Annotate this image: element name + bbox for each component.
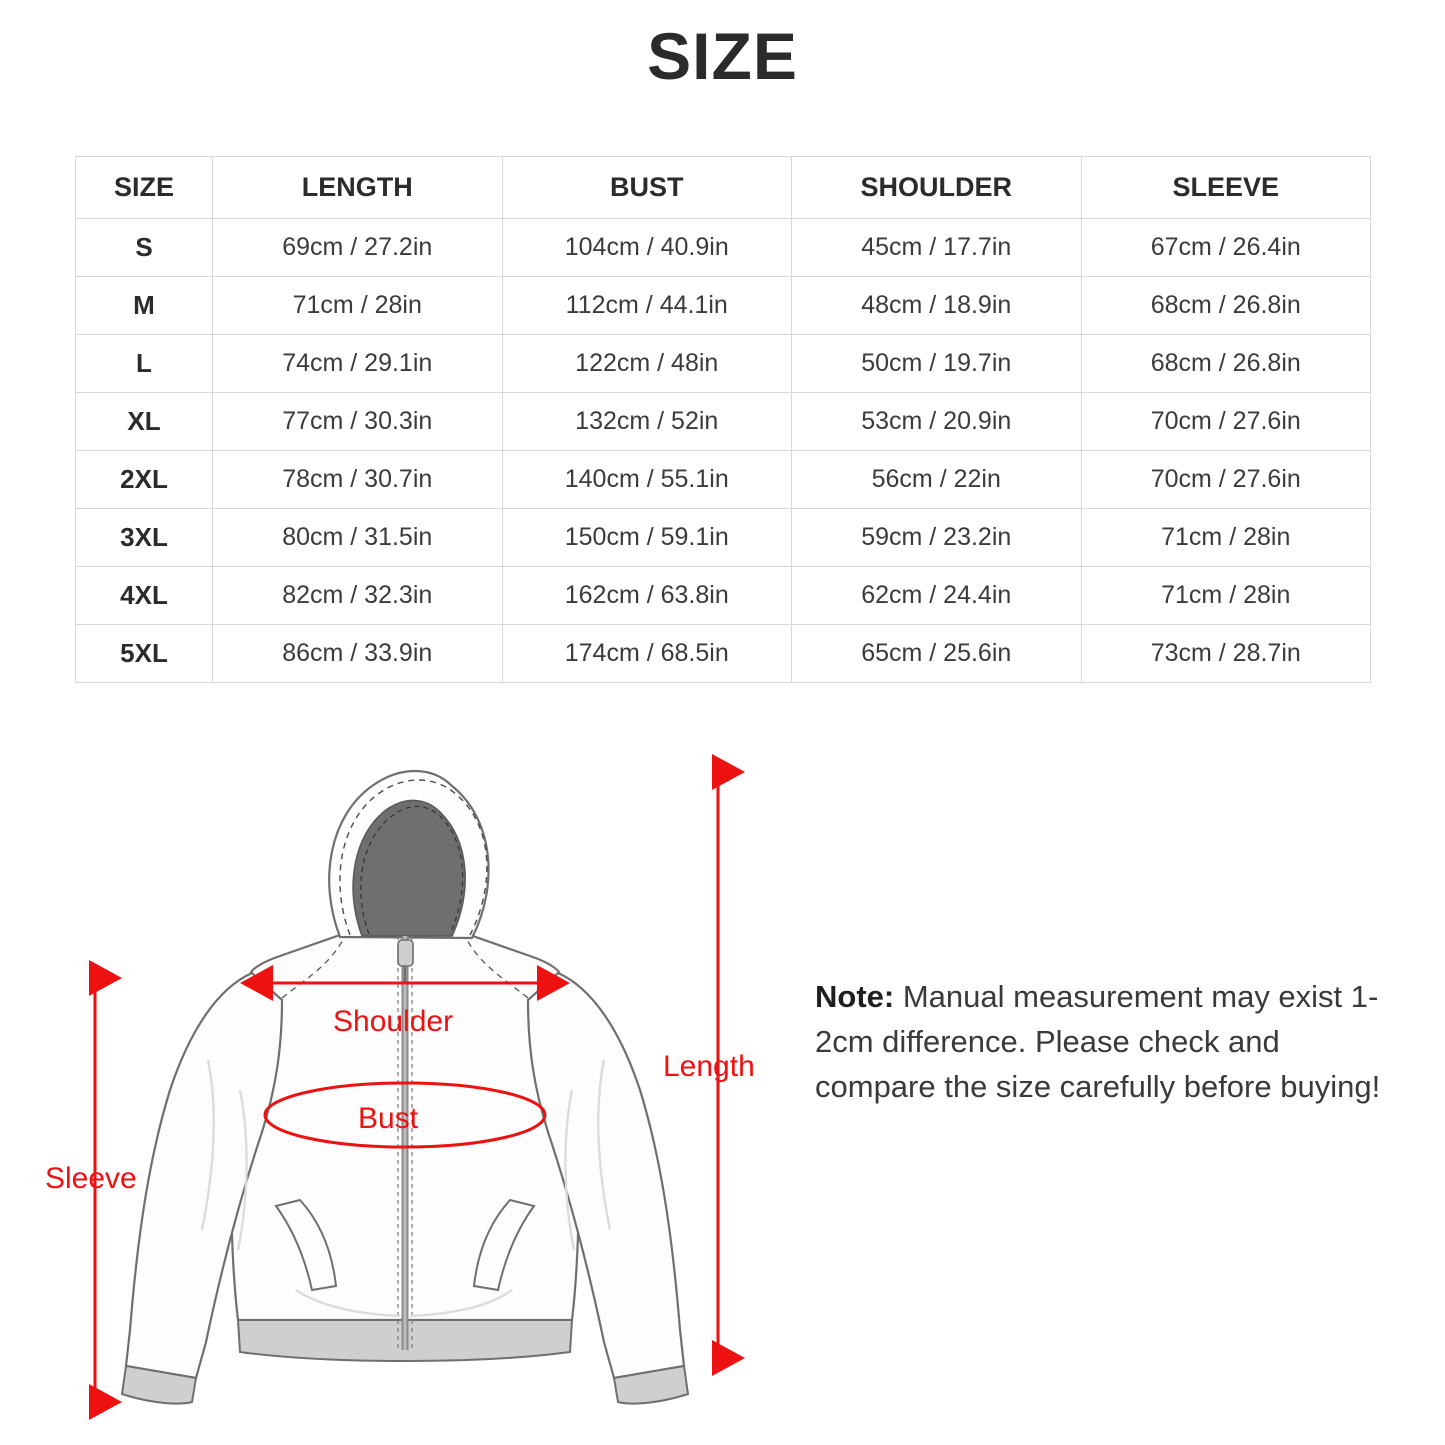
cell-sleeve: 68cm / 26.8in <box>1081 335 1371 393</box>
cell-shoulder: 48cm / 18.9in <box>792 277 1082 335</box>
table-row <box>76 567 1371 625</box>
sleeve-label: Sleeve <box>45 1162 137 1195</box>
cell-sleeve: 73cm / 28.7in <box>1081 625 1371 683</box>
cell-sleeve: 71cm / 28in <box>1081 567 1371 625</box>
cell-bust: 162cm / 63.8in <box>502 567 792 625</box>
cell-size: XL <box>76 393 213 451</box>
table-row <box>76 219 1371 277</box>
cell-sleeve: 70cm / 27.6in <box>1081 451 1371 509</box>
cell-bust: 150cm / 59.1in <box>502 509 792 567</box>
cell-sleeve: 71cm / 28in <box>1081 509 1371 567</box>
size-table-container <box>75 156 1371 683</box>
cell-length: 69cm / 27.2in <box>213 219 503 277</box>
cell-sleeve: 68cm / 26.8in <box>1081 277 1371 335</box>
cell-bust: 122cm / 48in <box>502 335 792 393</box>
cell-shoulder: 59cm / 23.2in <box>792 509 1082 567</box>
cell-shoulder: 45cm / 17.7in <box>792 219 1082 277</box>
cell-length: 80cm / 31.5in <box>213 509 503 567</box>
cell-length: 77cm / 30.3in <box>213 393 503 451</box>
cell-bust: 104cm / 40.9in <box>502 219 792 277</box>
cell-size: L <box>76 335 213 393</box>
table-row <box>76 335 1371 393</box>
column-header-shoulder: SHOULDER <box>792 157 1082 219</box>
shoulder-label: Shoulder <box>333 1005 454 1038</box>
table-row <box>76 509 1371 567</box>
cell-size: 4XL <box>76 567 213 625</box>
length-label: Length <box>663 1050 755 1083</box>
note-text: Manual measurement may exist 1-2cm difference. Please check and compare the size carefully before buying! <box>815 979 1381 1104</box>
column-header-bust: BUST <box>502 157 792 219</box>
cell-bust: 140cm / 55.1in <box>502 451 792 509</box>
cell-size: 5XL <box>76 625 213 683</box>
table-row <box>76 451 1371 509</box>
cell-shoulder: 53cm / 20.9in <box>792 393 1082 451</box>
cell-bust: 132cm / 52in <box>502 393 792 451</box>
cell-shoulder: 62cm / 24.4in <box>792 567 1082 625</box>
cell-size: M <box>76 277 213 335</box>
cell-shoulder: 50cm / 19.7in <box>792 335 1082 393</box>
column-header-size: SIZE <box>76 157 213 219</box>
cell-length: 82cm / 32.3in <box>213 567 503 625</box>
measurement-diagram <box>0 730 820 1430</box>
bust-label: Bust <box>358 1102 419 1135</box>
cell-length: 86cm / 33.9in <box>213 625 503 683</box>
cell-bust: 112cm / 44.1in <box>502 277 792 335</box>
size-table <box>75 156 1371 683</box>
cell-sleeve: 67cm / 26.4in <box>1081 219 1371 277</box>
table-header-row <box>76 157 1371 219</box>
note-prefix: Note: <box>815 979 895 1014</box>
table-row <box>76 393 1371 451</box>
cell-size: S <box>76 219 213 277</box>
cell-size: 3XL <box>76 509 213 567</box>
page-title: SIZE <box>647 19 798 93</box>
table-row <box>76 625 1371 683</box>
column-header-sleeve: SLEEVE <box>1081 157 1371 219</box>
hoodie-illustration <box>122 771 688 1404</box>
cell-bust: 174cm / 68.5in <box>502 625 792 683</box>
column-header-length: LENGTH <box>213 157 503 219</box>
cell-size: 2XL <box>76 451 213 509</box>
cell-shoulder: 56cm / 22in <box>792 451 1082 509</box>
cell-length: 78cm / 30.7in <box>213 451 503 509</box>
cell-shoulder: 65cm / 25.6in <box>792 625 1082 683</box>
table-row <box>76 277 1371 335</box>
cell-length: 71cm / 28in <box>213 277 503 335</box>
cell-length: 74cm / 29.1in <box>213 335 503 393</box>
note-block <box>815 975 1385 1110</box>
cell-sleeve: 70cm / 27.6in <box>1081 393 1371 451</box>
